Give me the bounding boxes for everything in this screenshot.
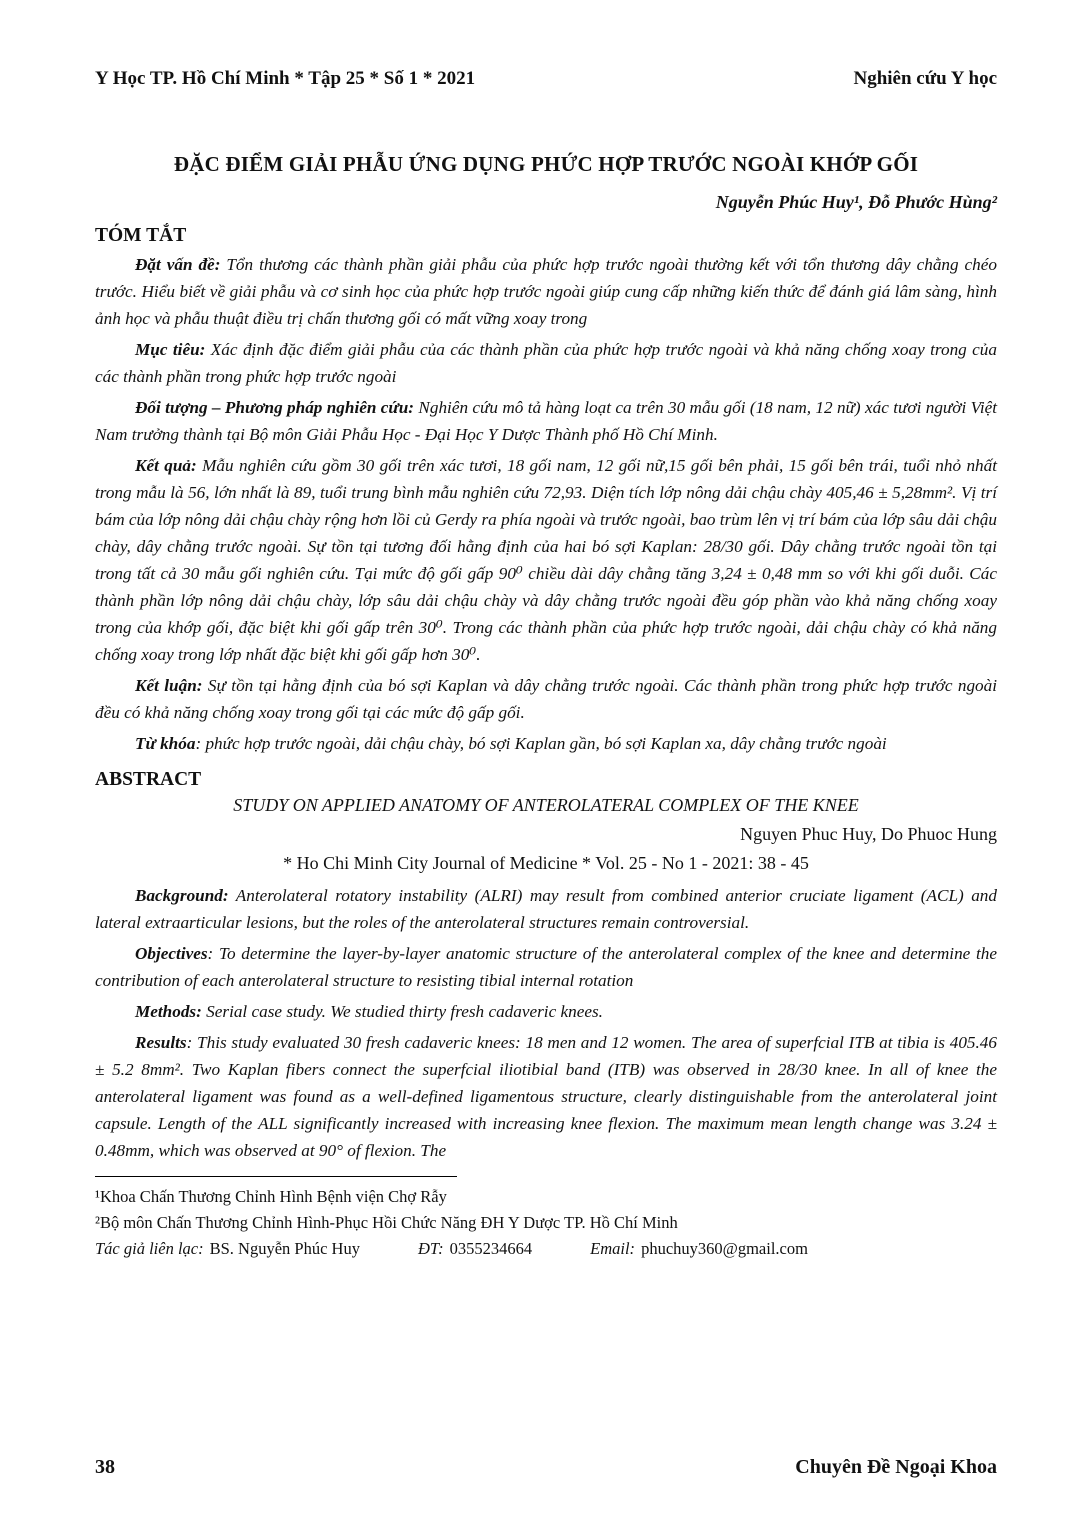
email-address: phuchuy360@gmail.com (641, 1239, 808, 1258)
abstract-authors-line: Nguyen Phuc Huy, Do Phuoc Hung (740, 824, 997, 844)
paragraph-tu-khoa (95, 730, 997, 757)
paragraph-text: : This study evaluated 30 fresh cadaveric knees: 18 men and 12 women. The area of superfcial ITB at tibia is 405.46 ± 5.2 8mm². Two Kaplan fibers connect the superfcial iliotibial band (ITB) was observed in 28/30 knee. In all of knee the anterolateral ligament was found as a well-defined ligamentous structure, clearly distinguishable from the anterolateral joint capsule. Length of the ALL significantly increased with increasing knee flexion. The maximum mean length change was 3.24 ± 0.48mm, which was observed at 90° of flexion. The (95, 1033, 997, 1160)
phone-number: 0355234664 (449, 1239, 533, 1258)
paragraph-text: : To determine the layer-by-layer anatomic structure of the anterolateral complex of the knee and determine the contribution of each anterolateral structure to resisting tibial internal rotation (95, 944, 997, 990)
paragraph-label: Background: (135, 886, 229, 905)
paragraph-ket-luan (95, 672, 997, 726)
footnote-block (95, 1176, 997, 1262)
authors-line: Nguyễn Phúc Huy¹, Đỗ Phước Hùng² (715, 192, 997, 212)
running-head-right: Nghiên cứu Y học (853, 68, 997, 89)
journal-citation-line: * Ho Chi Minh City Journal of Medicine * Vol. 25 - No 1 - 2021: 38 - 45 (283, 853, 809, 873)
footnote-divider (95, 1176, 457, 1177)
paragraph-dat-van-de (95, 251, 997, 332)
paragraph-label: Kết luận: (135, 676, 203, 695)
paragraph-text: Anterolateral rotatory instability (ALRI) may result from combined anterior cruciate ligament (ACL) and lateral extraarticular lesions, but the roles of the anterolateral structures remain controversial. (95, 886, 997, 932)
paragraph-results (95, 1029, 997, 1164)
paragraph-text: Serial case study. We studied thirty fresh cadaveric knees. (206, 1002, 603, 1021)
paragraph-ket-qua (95, 452, 997, 668)
paragraph-label: Kết quả: (135, 456, 197, 475)
paragraph-objectives (95, 940, 997, 994)
paragraph-text: Sự tồn tại hằng định của bó sợi Kaplan và dây chằng trước ngoài. Các thành phần trong phức hợp trước ngoài đều có khả năng chống xoay trong gối tại các mức độ gấp gối. (95, 676, 998, 722)
contact-name: BS. Nguyễn Phúc Huy (209, 1239, 360, 1258)
paragraph-label: Results (135, 1033, 187, 1052)
contact-label: Tác giả liên lạc: (95, 1239, 204, 1258)
paragraph-label: Mục tiêu: (135, 340, 206, 359)
affiliation-1: ¹Khoa Chấn Thương Chỉnh Hình Bệnh viện Chợ Rẫy (95, 1187, 447, 1206)
paragraph-text: Mẫu nghiên cứu gồm 30 gối trên xác tươi, 18 gối nam, 12 gối nữ,15 gối bên phải, 15 gối bên trái, tuổi nhỏ nhất trong mẫu là 56, lớn nhất là 89, tuổi trung bình mẫu nghiên cứu 72,93. Diện tích lớp nông dải chậu chày 405,46 ± 5,28mm². Vị trí bám của lớp nông dải chậu chày rộng hơn lồi củ Gerdy ra phía ngoài và trước ngoài, bao trùm lên vị trí bám của lớp sâu dải chậu chày, dây chằng trước ngoài. Sự tồn tại tương đối hằng định của hai bó sợi Kaplan: 28/30 gối. Dây chằng trước ngoài tồn tại trong tất cả 30 mẫu gối nghiên cứu. Tại mức độ gối gấp 90⁰ chiều dài dây chằng tăng 3,24 ± 0,48 mm so với khi gối duỗi. Các thành phần lớp nông dải chậu chày, lớp sâu dải chậu chày và dây chằng trước ngoài đều góp phần vào khả năng chống xoay trong của khớp gối, đặc biệt khi gối gấp trên 30⁰. Trong các thành phần của phức hợp trước ngoài, dải chậu chày có khả năng chống xoay trong lớp nhất đặc biệt khi gối gấp hơn 30⁰. (95, 456, 998, 664)
paragraph-muc-tieu (95, 336, 997, 390)
paragraph-label: Methods: (135, 1002, 202, 1021)
page-footer (95, 1456, 997, 1479)
section-heading-abstract: ABSTRACT (95, 769, 202, 790)
paragraph-label: Đối tượng – Phương pháp nghiên cứu: (135, 398, 415, 417)
paragraph-label: Đặt vấn đề: (135, 255, 221, 274)
affiliation-2: ²Bộ môn Chấn Thương Chỉnh Hình-Phục Hồi Chức Năng ĐH Y Dược TP. Hồ Chí Minh (95, 1213, 678, 1232)
paragraph-text: Xác định đặc điểm giải phẫu của các thành phần của phức hợp trước ngoài và khả năng chống xoay trong của các thành phần trong phức hợp trước ngoài (95, 340, 997, 386)
paragraph-text: : phức hợp trước ngoài, dải chậu chày, bó sợi Kaplan gần, bó sợi Kaplan xa, dây chằng trước ngoài (195, 734, 887, 753)
email-label: Email: (590, 1239, 636, 1258)
paragraph-text: Tổn thương các thành phần giải phẫu của phức hợp trước ngoài thường kết với tổn thương dây chằng chéo trước. Hiểu biết về giải phẫu và cơ sinh học của phức hợp trước ngoài giúp cung cấp những kiến thức để đánh giá lâm sàng, hình ảnh học và phẫu thuật điều trị chấn thương gối có mất vững xoay trong (95, 255, 997, 328)
phone-label: ĐT: (417, 1239, 444, 1258)
paragraph-doi-tuong (95, 394, 997, 448)
contact-line (95, 1236, 997, 1262)
paragraph-methods (95, 998, 997, 1025)
running-head (95, 68, 997, 90)
paragraph-text: Nghiên cứu mô tả hàng loạt ca trên 30 mẫu gối (18 nam, 12 nữ) xác tươi người Việt Nam trưởng thành tại Bộ môn Giải Phẫu Học - Đại Học Y Dược Thành phố Hồ Chí Minh. (95, 398, 998, 444)
page-number: 38 (95, 1456, 115, 1478)
paragraph-background (95, 882, 997, 936)
paragraph-label: Từ khóa (135, 734, 196, 753)
footer-section-title: Chuyên Đề Ngoại Khoa (795, 1456, 997, 1478)
paragraph-label: Objectives (135, 944, 208, 963)
abstract-english-title: STUDY ON APPLIED ANATOMY OF ANTEROLATERAL COMPLEX OF THE KNEE (233, 795, 859, 815)
running-head-left: Y Học TP. Hồ Chí Minh * Tập 25 * Số 1 * 2021 (95, 68, 476, 89)
section-heading-tom-tat: TÓM TẮT (95, 225, 187, 246)
page-title: ĐẶC ĐIỂM GIẢI PHẪU ỨNG DỤNG PHỨC HỢP TRƯỚC NGOÀI KHỚP GỐI (173, 152, 919, 176)
